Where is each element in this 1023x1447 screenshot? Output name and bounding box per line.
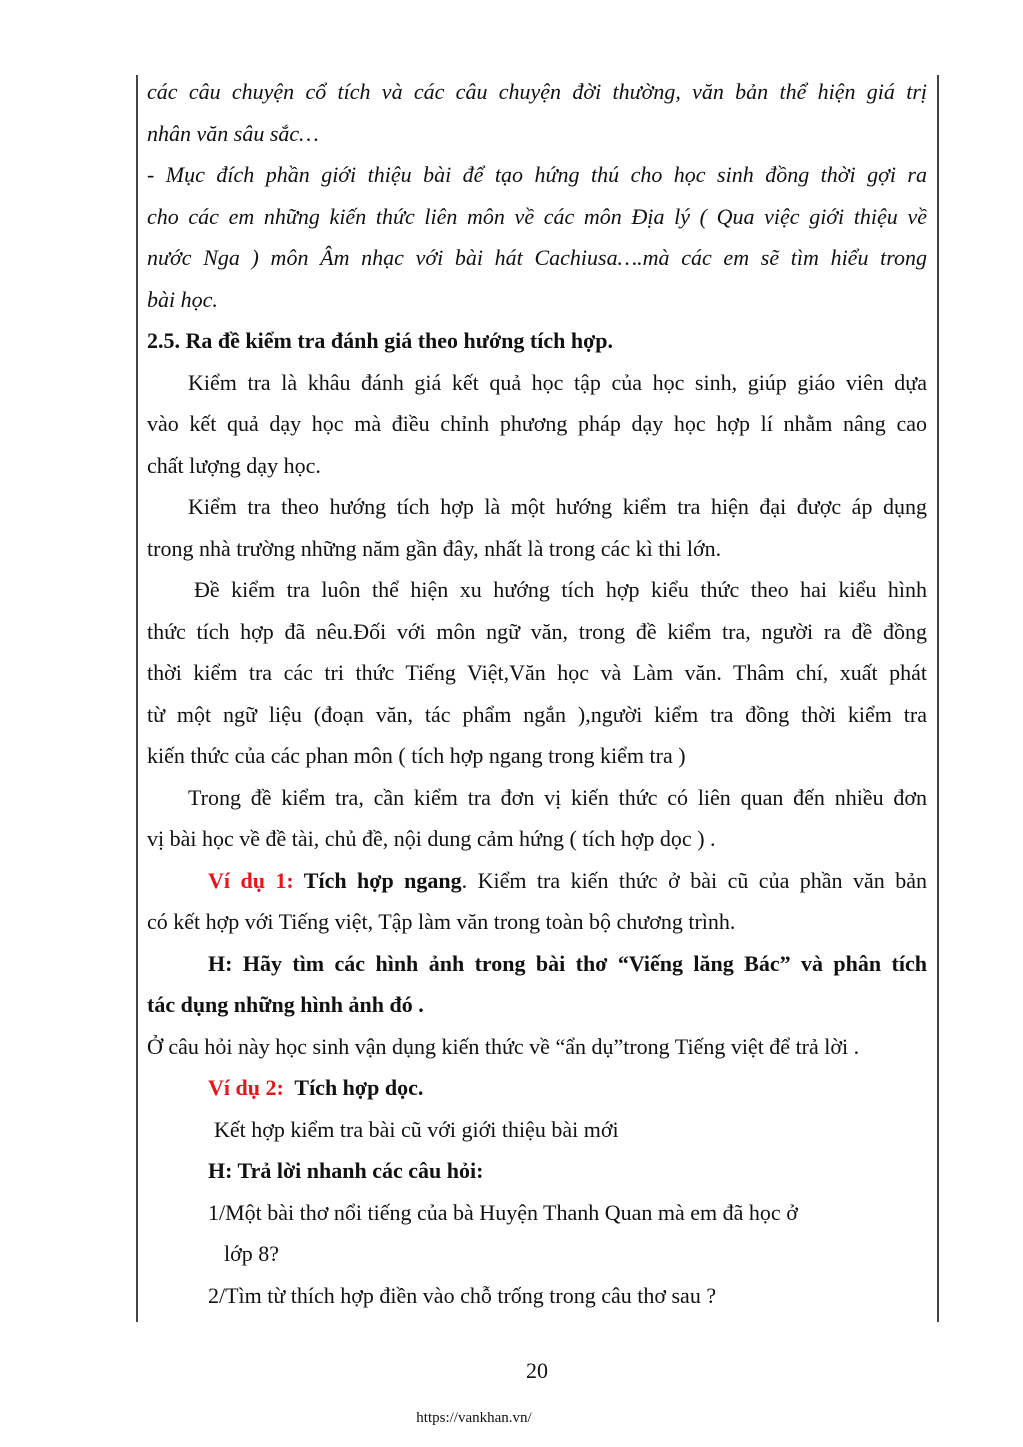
left-border [136,75,138,1322]
question-line: tác dụng những hình ảnh đó . [147,992,424,1017]
paragraph-line: từ một ngữ liệu (đoạn văn, tác phẩm ngắn ),người kiểm tra đồng thời kiểm tra [147,701,927,727]
paragraph-line: trong nhà trường những năm gần đây, nhất là trong các kì thi lớn. [147,535,722,561]
paragraph-line: vị bài học về đề tài, chủ đề, nội dung cảm hứng ( tích hợp dọc ) . [147,826,716,851]
example-1-text: . Kiểm tra kiến thức ở bài cũ của phần văn bản [461,867,927,893]
document-body [147,71,927,1316]
section-heading: 2.5. Ra đề kiểm tra đánh giá theo hướng tích hợp. [147,328,614,353]
paragraph-line: kiến thức của các phan môn ( tích hợp ngang trong kiểm tra ) [147,743,686,768]
paragraph-line: chất lượng dạy học. [147,452,321,478]
paragraph-line: các câu chuyện cổ tích và các câu chuyện đời thường, văn bản thể hiện giá trị [147,79,927,104]
example-1-line [147,860,927,902]
question-line: H: Hãy tìm các hình ảnh trong bài thơ “Viếng lăng Bác” và phân tích [208,950,927,976]
paragraph-line: Kết hợp kiểm tra bài cũ với giới thiệu bài mới [214,1116,619,1142]
page-number: 20 [526,1358,548,1383]
paragraph-line: Kiểm tra là khâu đánh giá kết quả học tập của học sinh, giúp giáo viên dựa [188,369,927,395]
question-item: 1/Một bài thơ nổi tiếng của bà Huyện Thanh Quan mà em đã học ở [208,1199,798,1225]
question-item: lớp 8? [224,1241,280,1266]
paragraph-line: vào kết quả dạy học mà điều chỉnh phương pháp dạy học hợp lí nhằm nâng cao [147,411,927,436]
paragraph-line: Kiểm tra theo hướng tích hợp là một hướng kiểm tra hiện đại được áp dụng [188,494,927,519]
right-border [937,75,939,1322]
paragraph-line: Trong đề kiểm tra, cần kiểm tra đơn vị kiến thức có liên quan đến nhiều đơn [188,784,927,810]
paragraph-line: Ở câu hỏi này học sinh vận dụng kiến thức về “ẩn dụ”trong Tiếng việt để trả lời . [147,1033,860,1059]
question-line: H: Trả lời nhanh các câu hỏi: [208,1158,484,1183]
paragraph-line: thức tích hợp đã nêu.Đối với môn ngữ văn, trong đề kiểm tra, người ra đề đồng [147,618,927,644]
paragraph-line: - Mục đích phần giới thiệu bài để tạo hứng thú cho học sinh đồng thời gợi ra [147,162,927,187]
example-1-label: Ví dụ 1: [208,867,294,893]
paragraph-line: nước Nga ) môn Âm nhạc với bài hát Cachiusa….mà các em sẽ tìm hiểu trong [147,245,927,270]
paragraph-line: có kết hợp với Tiếng việt, Tập làm văn trong toàn bộ chương trình. [147,909,736,934]
example-1-title: Tích hợp ngang [293,867,462,893]
paragraph-line: bài học. [147,286,218,312]
paragraph-line: Đề kiểm tra luôn thể hiện xu hướng tích hợp kiểu thức theo hai kiểu hình [194,577,927,602]
question-item: 2/Tìm từ thích hợp điền vào chỗ trống trong câu thơ sau ? [208,1282,717,1308]
example-2-title: Tích hợp dọc. [283,1075,424,1100]
paragraph-line: nhân văn sâu sắc… [147,120,319,146]
paragraph-line: cho các em những kiến thức liên môn về các môn Địa lý ( Qua việc giới thiệu về [147,203,927,229]
footer-url: https://vankhan.vn/ [416,1410,532,1426]
example-2-label: Ví dụ 2: [208,1075,284,1100]
paragraph-line: thời kiểm tra các tri thức Tiếng Việt,Văn học và Làm văn. Thâm chí, xuất phát [147,660,927,685]
example-2-line [147,1067,927,1109]
